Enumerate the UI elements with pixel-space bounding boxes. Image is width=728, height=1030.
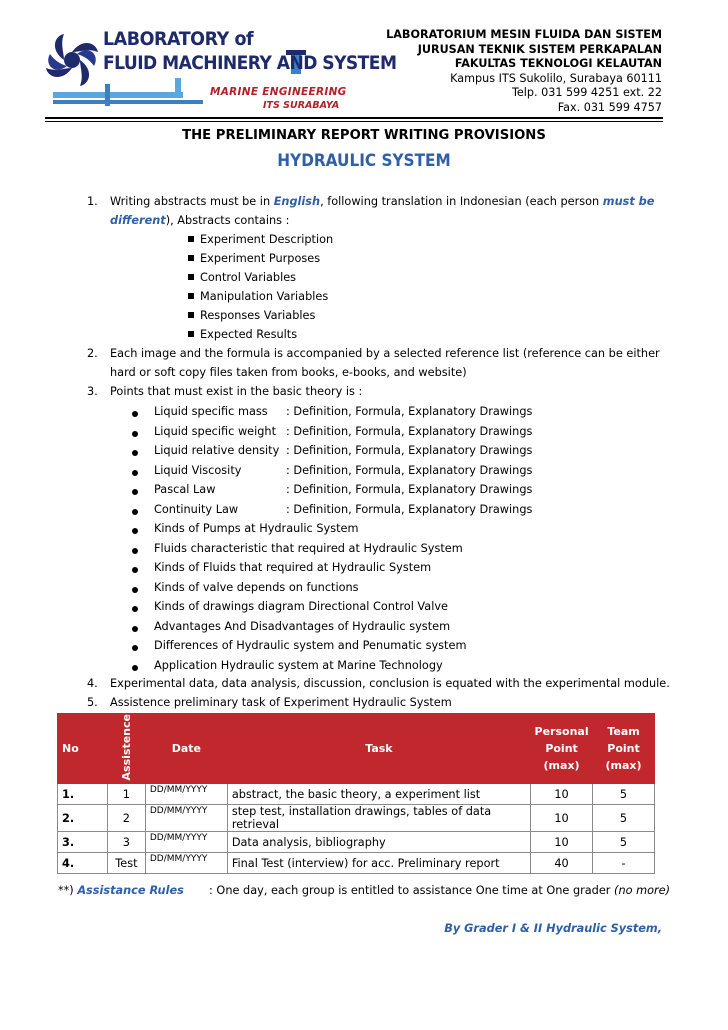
col-header-assistence (107, 714, 145, 784)
logo-title-line2: FLUID MACHINERY AND SYSTEM (103, 52, 397, 74)
cell-no: 1. (58, 784, 108, 805)
inst-line-campus: Kampus ITS Sukolilo, Surabaya 60111 (450, 71, 662, 85)
theory-item: Kinds of drawings diagram Directional Control Valve (154, 600, 448, 613)
theory-item-detail: : Definition, Formula, Explanatory Drawings (286, 502, 533, 516)
abstract-item (188, 233, 333, 246)
cell-personal: 10 (531, 805, 593, 832)
assistance-table (57, 713, 655, 874)
round-bullet-icon (132, 564, 138, 577)
inst-line-lab: LABORATORIUM MESIN FLUIDA DAN SISTEM (386, 28, 662, 41)
theory-item: Application Hydraulic system at Marine Technology (154, 658, 443, 672)
col-header-personal-l2: Point (545, 742, 578, 756)
square-bullet-icon (188, 236, 194, 242)
abstract-item (188, 309, 315, 322)
item-4-text: Experimental data, data analysis, discussion, conclusion is equated with the experimental module. (110, 677, 670, 690)
cell-personal: 10 (531, 832, 593, 853)
cell-personal: 10 (531, 784, 593, 805)
col-header-team-l3: (max) (605, 759, 642, 773)
cell-task: step test, installation drawings, tables of data retrieval (227, 805, 530, 832)
abstract-item-text: Control Variables (200, 271, 297, 284)
round-bullet-icon (132, 603, 138, 616)
item-5-text: Assistence preliminary task of Experiment Hydraulic System (110, 696, 452, 709)
col-header-team (593, 714, 655, 784)
cell-team: 5 (593, 784, 655, 805)
header-divider-thin (45, 121, 663, 122)
abstract-item-text: Manipulation Variables (200, 290, 329, 303)
theory-item: Continuity Law (154, 502, 239, 516)
round-bullet-icon (132, 486, 138, 499)
abstract-item-text: Expected Results (200, 328, 298, 341)
col-header-no: No (58, 714, 108, 784)
table-row (58, 853, 655, 874)
cell-team: 5 (593, 805, 655, 832)
theory-item: Kinds of Fluids that required at Hydraulic System (154, 561, 432, 574)
cell-no: 4. (58, 853, 108, 874)
cell-no: 3. (58, 832, 108, 853)
round-bullet-icon (132, 623, 138, 636)
inst-line-fax: Fax. 031 599 4757 (557, 100, 662, 114)
col-header-team-l2: Point (607, 742, 640, 756)
inst-line-dept: JURUSAN TEKNIK SISTEM PERKAPALAN (417, 42, 662, 56)
header-divider (45, 117, 663, 119)
institution-address (386, 28, 662, 116)
abstract-item-text: Experiment Description (200, 233, 334, 246)
theory-item: Pascal Law (154, 483, 216, 496)
table-row (58, 832, 655, 853)
round-bullet-icon (132, 642, 138, 655)
theory-item-detail: : Definition, Formula, Explanatory Drawings (286, 405, 533, 418)
col-header-personal-l3: (max) (543, 759, 580, 773)
logo-its-surabaya: ITS SURABAYA (263, 100, 340, 111)
cell-date: DD/MM/YYYY (145, 805, 227, 832)
footnote-text: : One day, each group is entitled to assistance One time at One grader (209, 884, 611, 897)
square-bullet-icon (188, 255, 194, 261)
abstract-item (188, 328, 297, 341)
item-1-text-f: ), Abstracts contains : (165, 214, 290, 227)
square-bullet-icon (188, 331, 194, 337)
item-1-different: different (110, 214, 166, 227)
round-bullet-icon (132, 408, 138, 421)
item-5-number: 5. (87, 696, 98, 709)
theory-item: Liquid relative density (154, 444, 280, 457)
abstract-item (188, 271, 296, 284)
table-row (58, 784, 655, 805)
abstract-item-text: Responses Variables (200, 309, 316, 322)
item-1-text-c: , following translation in Indonesian (each person (320, 195, 603, 208)
round-bullet-icon (132, 525, 138, 538)
theory-item: Kinds of valve depends on functions (154, 580, 359, 594)
round-bullet-icon (132, 506, 138, 519)
round-bullet-icon (132, 467, 138, 480)
cell-assist: 2 (107, 805, 145, 832)
item-3-number: 3. (87, 385, 98, 398)
page-title: THE PRELIMINARY REPORT WRITING PROVISIONS (182, 128, 546, 143)
square-bullet-icon (188, 274, 194, 280)
item-1-text-a: Writing abstracts must be in (110, 195, 274, 208)
theory-item: Advantages And Disadvantages of Hydraulic system (154, 619, 451, 633)
col-header-team-l1: Team (607, 725, 640, 739)
round-bullet-icon (132, 662, 138, 675)
item-4-number: 4. (87, 677, 98, 690)
item-1-english: English (273, 195, 321, 208)
table-header-row (58, 714, 655, 784)
col-header-personal (531, 714, 593, 784)
inst-line-faculty: FAKULTAS TEKNOLOGI KELAUTAN (454, 57, 662, 71)
cell-personal: 40 (531, 853, 593, 874)
square-bullet-icon (188, 293, 194, 299)
cell-task: abstract, the basic theory, a experiment list (227, 784, 530, 805)
col-header-task: Task (227, 714, 530, 784)
cell-team: 5 (593, 832, 655, 853)
cell-assist: 3 (107, 832, 145, 853)
footnote-mark: **) (58, 884, 74, 897)
theory-item-detail: : Definition, Formula, Explanatory Drawings (286, 463, 533, 477)
theory-item-detail: : Definition, Formula, Explanatory Drawings (286, 424, 533, 438)
inst-line-phone: Telp. 031 599 4251 ext. 22 (511, 86, 662, 100)
round-bullet-icon (132, 428, 138, 441)
round-bullet-icon (132, 584, 138, 597)
col-header-personal-l1: Personal (534, 725, 589, 739)
cell-assist: 1 (107, 784, 145, 805)
table-row (58, 805, 655, 832)
cell-no: 2. (58, 805, 108, 832)
cell-assist: Test (107, 853, 145, 874)
col-header-date: Date (145, 714, 227, 784)
theory-item: Liquid Viscosity (154, 463, 242, 477)
item-2-line1: Each image and the formula is accompanied by a selected reference list (reference can be either (110, 347, 660, 360)
abstract-item-text: Experiment Purposes (200, 252, 321, 265)
logo-title-line1: LABORATORY of (103, 28, 254, 50)
item-1-line2 (110, 214, 289, 227)
round-bullet-icon (132, 447, 138, 460)
item-1-must-be: must be (602, 195, 655, 208)
col-header-assistence-text: Assistence (119, 714, 133, 781)
theory-item-detail: : Definition, Formula, Explanatory Drawings (286, 444, 533, 457)
logo-marine-engineering: MARINE ENGINEERING (210, 86, 347, 98)
square-bullet-icon (188, 312, 194, 318)
abstract-item (188, 252, 320, 265)
page-subtitle: HYDRAULIC SYSTEM (277, 151, 451, 171)
footnote-note: (no more) (614, 884, 671, 897)
theory-item-detail: : Definition, Formula, Explanatory Drawings (286, 483, 533, 496)
cell-date: DD/MM/YYYY (145, 853, 227, 874)
cell-task: Data analysis, bibliography (227, 832, 530, 853)
lab-logo (45, 20, 397, 115)
item-2-line2: hard or soft copy files taken from books, e-books, and website) (110, 366, 467, 379)
item-1-number: 1. (87, 195, 98, 208)
signature-line: By Grader I & II Hydraulic System, (444, 922, 662, 935)
cell-task: Final Test (interview) for acc. Preliminary report (227, 853, 530, 874)
item-2-number: 2. (87, 347, 98, 360)
footnote-label: Assistance Rules (77, 884, 184, 897)
abstract-item (188, 290, 328, 303)
round-bullet-icon (132, 545, 138, 558)
theory-item: Liquid specific mass (154, 405, 268, 418)
theory-item: Fluids characteristic that required at Hydraulic System (154, 541, 463, 555)
item-1-line1 (110, 195, 654, 208)
theory-item: Liquid specific weight (154, 424, 277, 438)
theory-item: Differences of Hydraulic system and Penumatic system (154, 639, 467, 652)
cell-date: DD/MM/YYYY (145, 784, 227, 805)
item-3-text: Points that must exist in the basic theory is : (110, 385, 363, 398)
assistance-rules-note (58, 884, 670, 897)
cell-date: DD/MM/YYYY (145, 832, 227, 853)
theory-item: Kinds of Pumps at Hydraulic System (154, 522, 359, 535)
cell-team: - (593, 853, 655, 874)
